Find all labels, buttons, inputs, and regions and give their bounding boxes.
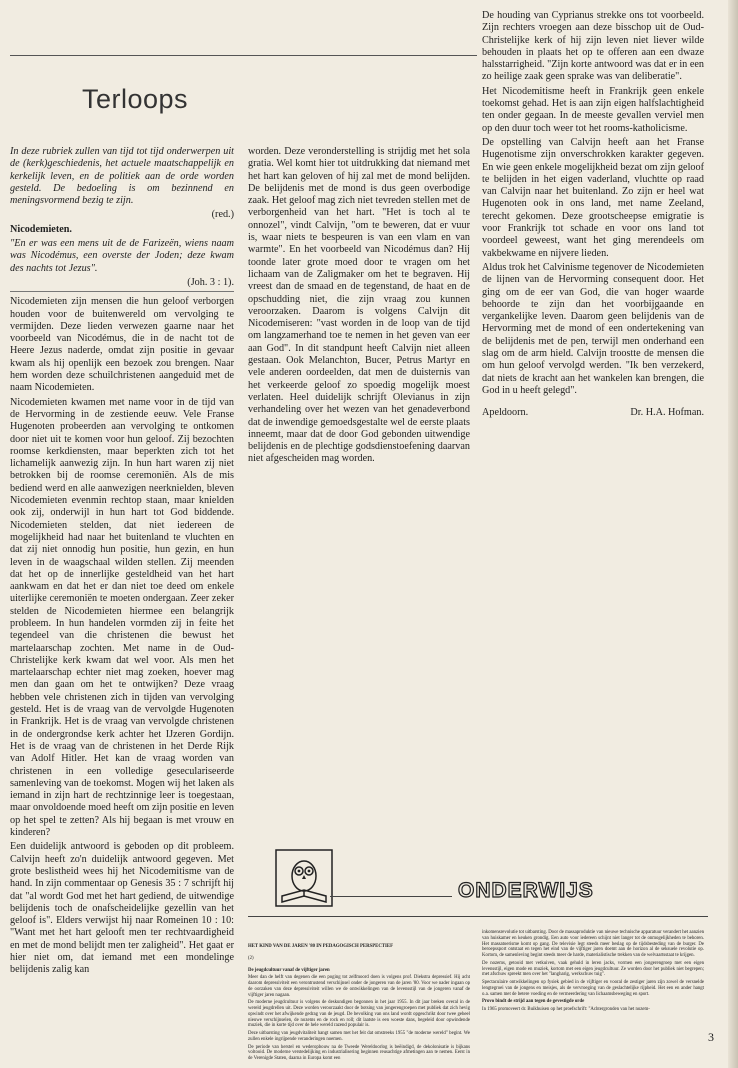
page-edge — [728, 0, 738, 1068]
author: Dr. H.A. Hofman. — [630, 407, 704, 419]
paragraph: In 1965 promoveert dr. Buikhuisen op het proefschrift: "Achtergronden van het nozem- — [482, 1007, 650, 1013]
article2-title: HET KIND VAN DE JAREN '80 IN PEDAGOGISCH PERSPECTIEF — [248, 944, 393, 949]
column-2 — [248, 146, 470, 468]
paragraph: De periode van herstel en wederopbouw na de Tweede Wereldoorlog is beëindigd, de dekolonisatie is bijkans voltooid. De moderne verstedelijking en industrialisering beginnen reusachtige afmetingen aan te nemen. Eerst in de Verenigde Staten, daarna in Europa komt een — [248, 1044, 470, 1062]
section-line — [330, 896, 452, 897]
paragraph: Nicodemieten kwamen met name voor in de tijd van de Hervorming in de zestiende eeuw. Vele Franse Hugenoten probeerden aan vervolging te ontkomen door niet uit te komen voor hun geloof. Zij bezochten roomse kerkdiensten, maar beperkten zich tot het lichamelijk aanwezig zijn. In hun hart waren zij niet betrokken bij de roomse ceremoniën. Als de mis bediend werd en alle aanwezigen neerknielden, bleven Nicodemieten evenmin rechtop staan, maar knielden ook zij, onderwijl in hun hart tot God biddende. Nicodemieten stelden, dat niet iedereen de mogelijkheid had naar het buitenland te vluchten en dat zij niet onnodig hun positie, hun gezin, en hun leven in de waagschaal wilden stellen. Zij meenden dat het op de innerlijke gesteldheid van het hart aankwam en dat het er dan niet toe deed om enkele uiterlijke ceremoniën te moeten ondergaan. Zeer zeker stelden de Nicodemieten hiermee een belangrijk probleem. In hun handelen vormden zij in feite het tegendeel van die christenen die bewust het martelaarschap zochten. Met name in de Oud-Christelijke kerk kwam dat wel voor. Als men het martelaarschap echter niet mag zoeken, hoever mag men dan gaan om het te ontwijken? Deze vraag hebben vele christenen zich in tijden van vervolging gesteld. Het is de vraag van de vervolgde Hugenoten in Frankrijk. Het is de vraag van vervolgde christenen in de ondergrondse kerk achter het IJzeren Gordijn. Het is de vraag van de christenen in het Derde Rijk van Adolf Hitler. Het kan de vraag worden van christenen in een volledige geseculariseerde samenleving van de toekomst. Mogen wij het laken als iemand in zijn hart de rechtzinnige leer is toegestaan, maar onvoldoende moed heeft om zijn positie en leven op het spel te zetten? Als hij begaan is met vrouw en kinderen? — [10, 396, 234, 839]
section-rule — [248, 916, 708, 917]
column-3 — [482, 10, 704, 420]
paragraph: Aldus trok het Calvinisme tegenover de Nicodemieten de lijnen van de Hervorming consequent door. Het ging om de eer van God, die van hoger waarde behoorde te zijn dan het voorbijgaande en vergankelijke leven. Daarom geen belijdenis van de Hervorming met de mond of een ondertekening van de belijdenis met de pen, terwijl men onderhand een slag om de arm hield. Calvijn troostte de mensen die om hun geloof vervolgd werden. "Ik ben verzekerd, dat niets de kracht aan het wankelen kan brengen, die God in u heeft gelegd". — [482, 261, 704, 396]
column-1 — [10, 146, 234, 979]
page-title: Terloops — [82, 84, 189, 114]
paragraph: worden. Deze veronderstelling is strijdig met het sola gratia. Wel komt hier tot uitdrukking dat niemand met het hart kan geloven of hij zal met de mond belijden. De belijdenis met de mond is dus geen overbodige zaak. Het geloof mag zich niet tevreden stellen met de verborgenheid van het hart. "Het is toch al te onnozel", vindt Calvijn, "om te beweren, dat er vuur is, waar niets te bespeuren is van een vlam en van warmte". En het voorbeeld van Nicodémus dan? Hij toonde later grote moed door te vragen om het lichaam van de Zaligmaker om het te begraven. Hij vreest dan de smaad en de tegenstand, de haat en de opschudding niet, die zijn vraag zou kunnen veroorzaken. Daarom is volgens Calvijn dit Nicodemiseren: "vast worden in de loop van de tijd om langzamerhand toe te nemen in het geven van eer aan God". In dit standpunt heeft Calvijn niet alleen gestaan. Ook Melanchton, Bucer, Petrus Martyr en vele anderen oordeelden, dat men de duisternis van het verkeerde geloof zo spoedig mogelijk moest verlaten. Heel duidelijk schrijft Olevianus in zijn verhandeling over het wezen van het genadeverbond dat de inwendige gemoedsgestalte wel de eerste plaats inneemt, maar dat de door God gebonden uitwendige belijdenis en de plechtige godsdienstoefening daarvan niet afgescheiden mag worden. — [248, 146, 470, 465]
article2-column-3 — [482, 930, 704, 1015]
article2-subheading: De jeugdcultuur vanaf de vijftiger jaren — [248, 967, 330, 973]
signature — [482, 407, 704, 419]
article2-part: (2) — [248, 955, 254, 961]
quote-reference: (Joh. 3 : 1). — [187, 276, 234, 288]
place: Apeldoorn. — [482, 407, 529, 419]
top-rule-left — [10, 55, 477, 56]
article-heading: Nicodemieten. — [10, 223, 72, 235]
divider — [10, 291, 234, 292]
intro-text: In deze rubriek zullen van tijd tot tijd onderwerpen uit de (kerk)geschiedenis, het actuele maatschappelijk en kerkelijk leven, en de politiek aan de orde worden gesteld. De bedoeling is om bezinnend en meningsvormend bezig te zijn. — [10, 146, 234, 207]
section-banner: ONDERWIJS — [458, 879, 594, 902]
intro-sign: (red.) — [211, 209, 234, 221]
paragraph: Meer dan de helft van degenen die een poging tot zelfmoord doen is volgens prof. Diekstra depressief. Hij acht daarom depressiviteit een verontrustend verschijnsel onder de jongeren van de jaren '80. Voor we nader ingaan op de oorzaken van deze depressiviteit willen we de ontwikkelingen van de levensstijl van de jongeren vanaf de vijftiger jaren nagaan. — [248, 975, 470, 998]
article2-subheading-2: Provo bindt de strijd aan tegen de gevestigde orde — [482, 999, 585, 1005]
bible-quote: "En er was een mens uit de de Farizeën, wiens naam was Nicodémus, een overste der Joden; deze kwam des nachts tot Jezus". — [10, 238, 234, 274]
paragraph: De houding van Cyprianus strekke ons tot voorbeeld. Zijn rechters vroegen aan deze bisschop uit de Oud-Christelijke kerk of hij zijn leven niet liever wilde behouden in plaats het op te offeren aan een dwaze halsstarrigheid. "Zijn korte antwoord was dat er in een zo heilige zaak geen sprake was van deliberatie". — [482, 10, 704, 83]
paragraph: De opstelling van Calvijn heeft aan het Franse Hugenotisme zijn onverschrokken karakter gegeven. En wie geen enkele mogelijkheid bezat om zijn geloof te belijden in het eigen vaderland, vluchtte op raad van Calvijn naar het buitenland. Zo zijn er heel wat Hugenoten ook in ons land, met name Zeeland, terecht gekomen. Deze grootscheepse emigratie is voor Frankrijk tot schade en voor ons land tot voordeel geweest, want het ging merendeels om vakbekwame en nijvere lieden. — [482, 136, 704, 259]
paragraph: De nozems, getooid met vetkuiven, vaak gehuld in leren jacks, vormen een jongerengroep met een eigen levensstijl, eigen mode en muziek, kortom met een eigen jeugdcultuur. Ze worden door het publiek niet begrepen; met afschuw spreekt men over het "langharig, werkschuw tuig". — [482, 960, 704, 978]
paragraph: De moderne jeugdcultuur is volgens de deskundigen begonnen in het jaar 1955. In dit jaar breken overal in de wereld jeugdrellen uit. Deze worden veroorzaakt door de botsing van jongerengroepen met publiek dat zich hevig opwindt over het afwijkende gedrag van de jeugd. De bevolking van ons land wordt opgeschrikt door twee geheel nieuwe verschijnselen, de nozems en de rock en roll; dit laatste is een woeste dans, begeleid door opwindende muziek, die in korte tijd over de hele wereld razend populair is. — [248, 1000, 470, 1029]
article2-column-2 — [248, 944, 470, 1064]
paragraph: Nicodemieten zijn mensen die hun geloof verborgen houden voor de buitenwereld om vervolging te vermijden. Deze lieden verwezen gaarne naar het voorbeeld van Nicodémus, die in de nacht tot de Heere Jezus naderde, omdat zijn positie in gevaar kwam als hij openlijk een bezoek zou brengen. Naar hem worden deze schuilchristenen aangeduid met de naam Nicodemieten. — [10, 296, 234, 394]
owl-book-icon — [274, 848, 334, 908]
paragraph: Deze uitbarsting van jeugdvitaliteit hangt samen met het feit dat omstreeks 1955 "de moderne wereld" begint. We zullen enkele ingrijpende veranderingen noemen. — [248, 1031, 470, 1042]
paragraph: Een duidelijk antwoord is geboden op dit probleem. Calvijn heeft zo'n duidelijk antwoord gegeven. Met grote beslistheid wees hij het Nicodemitisme van de hand. In zijn commentaar op Genesis 35 : 7 schrijft hij dat "al wordt God met het hart gediend, de uitwendige belijdenis toch de onafscheidelijke gezellin van het geloof is". Elders verwijst hij naar Romeinen 10 : 10: "Want met het hart gelooft men ter rechtvaardigheid en met de mond belijdt men ter zaligheid". Het gaat er hier niet om, dat iemand met een mondelinge belijdenis zalig kan — [10, 841, 234, 976]
paragraph: Spectaculaire ontwikkelingen op fysiek gebied in de vijftiger en vooral de zestiger jaren zijn zowel de versnelde lengtegroei van de jongens en meisjes, als de vervroeging van de geslachtelijke rijpheid. Het een en ander hangt o.a. samen met de betere voeding en de vermeerdering van lichaamsbeweging en sport. — [482, 980, 704, 997]
page-number: 3 — [708, 1030, 714, 1044]
paragraph: inkomensrevolutie tot uitbarsting. Door de massaproduktie van nieuwe technische apparatuur verandert het aanzien van huiskamer en keuken grondig. Een auto voor iedereen schijnt niet langer tot de onmogelijkheden te behoren. Het massatoerisme komt op gang. De televisie legt steeds meer beslag op de tijdsbesteding van de burger. De beroepssport ontstaat en tegen het eind van de vijftiger jaren doemt aan de horizon al de seksuele revolutie op. Kortom, de samenleving begint steeds meer de harde, materialistische trekken van de welvaartsstaat te krijgen. — [482, 930, 704, 959]
paragraph: Het Nicodemitisme heeft in Frankrijk geen enkele toekomst gehad. Het is aan zijn eigen halfslachtigheid ten onder gegaan. In de meeste gevallen verviel men op den duur toch weer tot het rooms-katholicisme. — [482, 85, 704, 134]
